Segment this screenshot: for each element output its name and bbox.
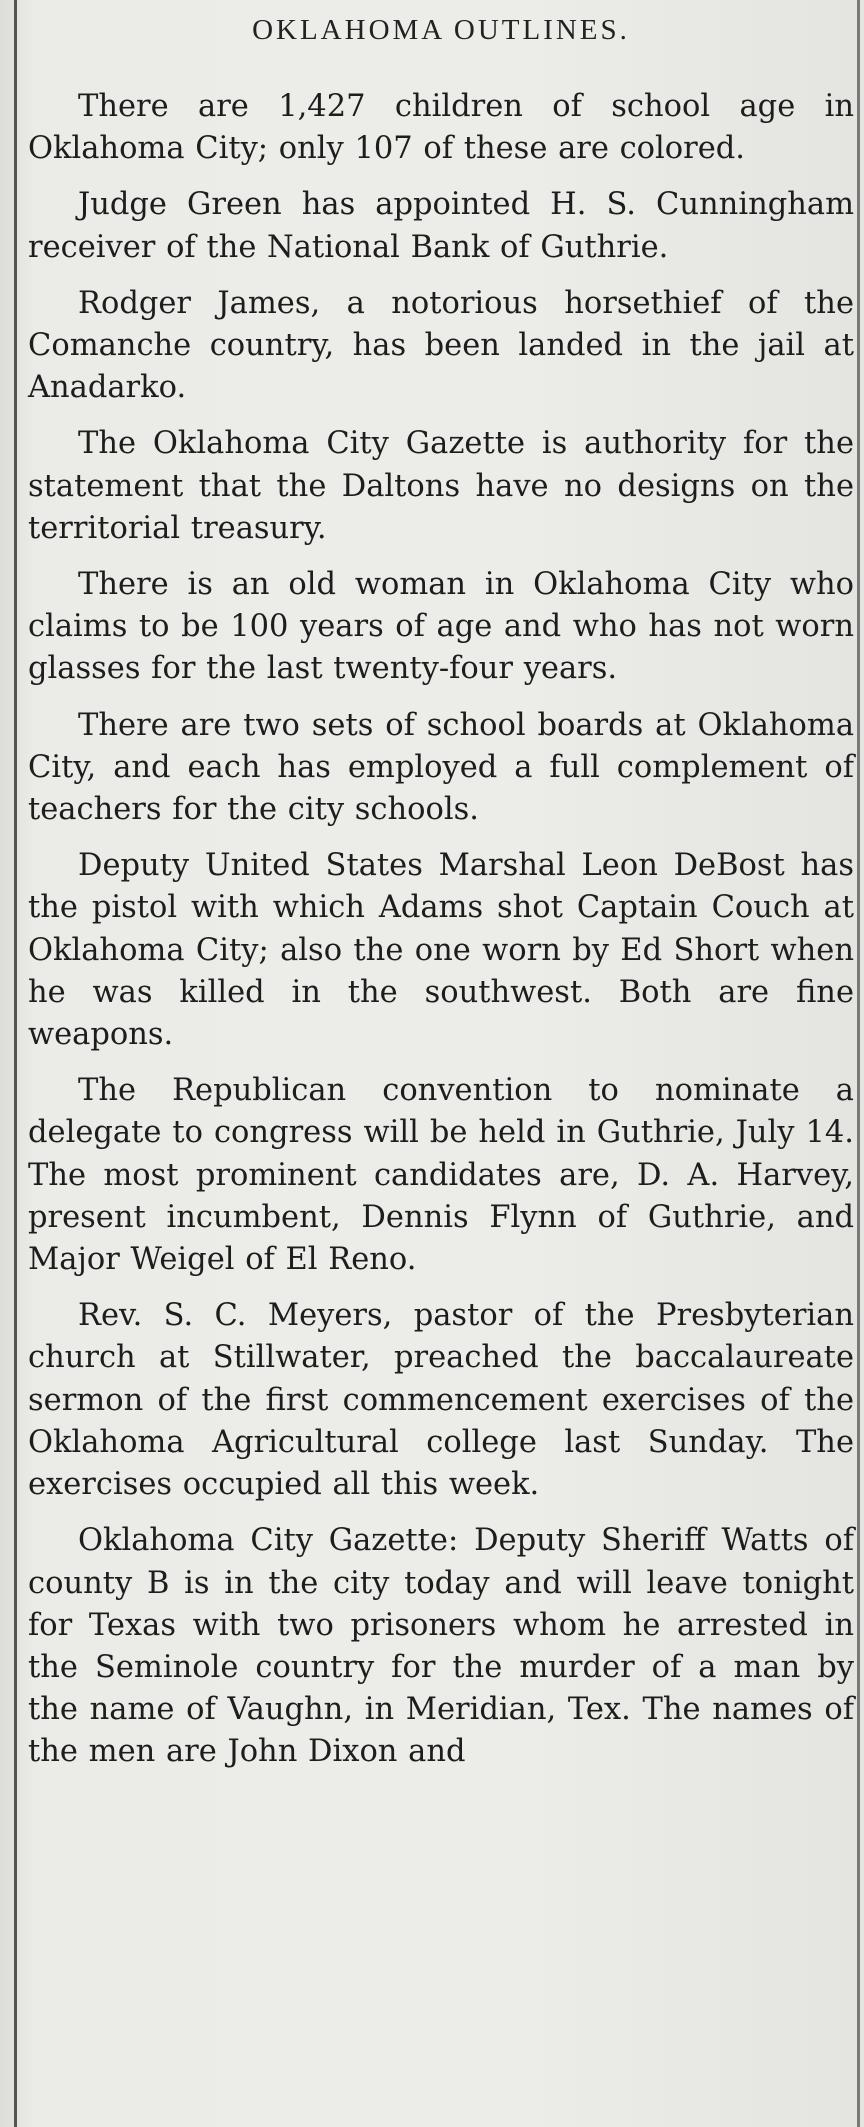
news-item-horsethief: Rodger James, a notorious horsethief of the Comanche country, has been landed in the jail at Anadarko.: [28, 285, 854, 406]
news-item-old-woman: There is an old woman in Oklahoma City who claims to be 100 years of age and who has not worn glasses for the last twenty-four years.: [28, 567, 854, 687]
news-item-deputy-sheriff: Oklahoma City Gazette: Deputy Sheriff Watts of county B is in the city today and will leave tonight for Texas with two prisoners whom he arrested in the Seminole country for the murder of a man by the name of Vaughn, in Meridian, Tex. The names of the men are John Dixon and: [28, 1523, 854, 1770]
news-item-republican-convention: The Republican convention to nominate a delegate to congress will be held in Guthrie, July 14. The most prominent candidates are, D. A. Harvey, present incumbent, Dennis Flynn of Guthrie, and Major Weigel of El Reno.: [28, 1073, 854, 1278]
right-column-rule: [857, 0, 860, 2127]
news-item-school-boards: There are two sets of school boards at Oklahoma City, and each has employed a full complement of teachers for the city schools.: [28, 707, 854, 828]
left-column-rule: [14, 0, 17, 2127]
headline: OKLAHOMA OUTLINES.: [252, 14, 630, 46]
news-item-daltons: The Oklahoma City Gazette is authority for the statement that the Daltons have no designs on the territorial treasury.: [28, 426, 854, 546]
news-item-school-children: There are 1,427 children of school age in Oklahoma City; only 107 of these are colored.: [28, 89, 854, 167]
news-item-marshal-pistol: Deputy United States Marshal Leon DeBost has the pistol with which Adams shot Captain Couch at Oklahoma City; also the one worn by Ed Short when he was killed in the southwest. Both are fine weapons.: [28, 848, 854, 1053]
news-column: [28, 0, 854, 1774]
news-item-bank-receiver: Judge Green has appointed H. S. Cunningham receiver of the National Bank of Guthrie.: [28, 187, 854, 265]
news-item-baccalaureate: Rev. S. C. Meyers, pastor of the Presbyterian church at Stillwater, preached the baccalaureate sermon of the first commencement exercises of the Oklahoma Agricultural college last Sunday. The exercises occupied all this week.: [28, 1298, 854, 1503]
